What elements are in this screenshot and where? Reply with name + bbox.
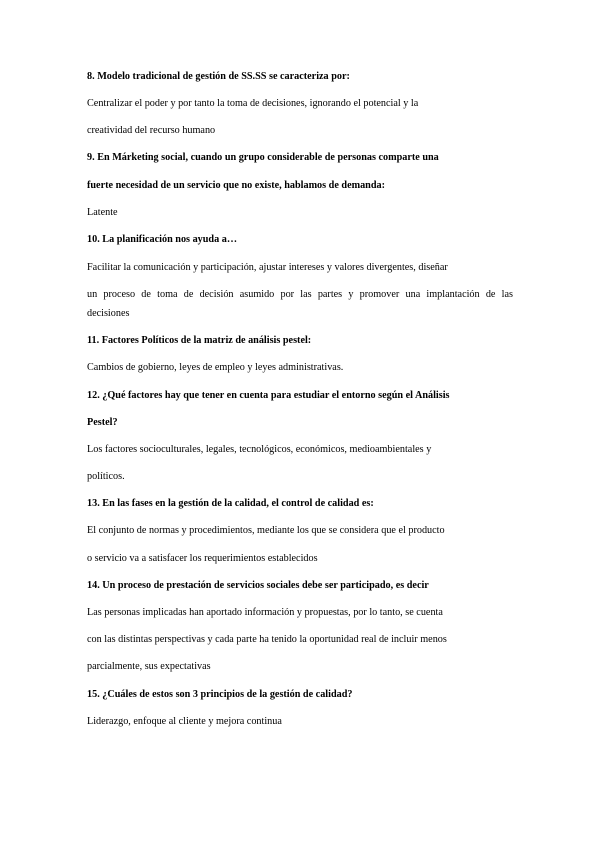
question-9-line-1: 9. En Márketing social, cuando un grupo considerable de personas comparte una bbox=[87, 152, 439, 163]
answer-12-line-1: Los factores socioculturales, legales, tecnológicos, económicos, medioambientales y bbox=[87, 444, 432, 455]
question-9-line-2: fuerte necesidad de un servicio que no existe, hablamos de demanda: bbox=[87, 180, 385, 191]
question-15: 15. ¿Cuáles de estos son 3 principios de la gestión de calidad? bbox=[87, 689, 353, 700]
answer-13-line-2: o servicio va a satisfacer los requerimientos establecidos bbox=[87, 553, 318, 564]
question-14: 14. Un proceso de prestación de servicios sociales debe ser participado, es decir bbox=[87, 580, 429, 591]
answer-9: Latente bbox=[87, 207, 118, 218]
question-12-line-2: Pestel? bbox=[87, 417, 118, 428]
answer-10-line-2: un proceso de toma de decisión asumido por las partes y promover una implantación de las bbox=[87, 289, 513, 300]
question-12-line-1: 12. ¿Qué factores hay que tener en cuenta para estudiar el entorno según el Análisis bbox=[87, 390, 450, 401]
answer-10-line-1: Facilitar la comunicación y participación, ajustar intereses y valores divergentes, diseñar bbox=[87, 262, 448, 273]
answer-8-line-2: creatividad del recurso humano bbox=[87, 125, 216, 136]
answer-8-line-1: Centralizar el poder y por tanto la toma de decisiones, ignorando el potencial y la bbox=[87, 98, 419, 109]
answer-14-line-1: Las personas implicadas han aportado información y propuestas, por lo tanto, se cuenta bbox=[87, 607, 443, 618]
answer-10-line-3: decisiones bbox=[87, 308, 130, 319]
answer-14-line-3: parcialmente, sus expectativas bbox=[87, 661, 211, 672]
question-8: 8. Modelo tradicional de gestión de SS.SS se caracteriza por: bbox=[87, 71, 350, 82]
answer-14-line-2: con las distintas perspectivas y cada parte ha tenido la oportunidad real de incluir menos bbox=[87, 634, 447, 645]
question-13: 13. En las fases en la gestión de la calidad, el control de calidad es: bbox=[87, 498, 374, 509]
question-11: 11. Factores Políticos de la matriz de análisis pestel: bbox=[87, 335, 312, 346]
answer-11: Cambios de gobierno, leyes de empleo y leyes administrativas. bbox=[87, 362, 344, 373]
answer-12-line-2: políticos. bbox=[87, 471, 125, 482]
question-10: 10. La planificación nos ayuda a… bbox=[87, 234, 238, 245]
answer-15: Liderazgo, enfoque al cliente y mejora continua bbox=[87, 716, 282, 727]
answer-13-line-1: El conjunto de normas y procedimientos, mediante los que se considera que el producto bbox=[87, 525, 445, 536]
